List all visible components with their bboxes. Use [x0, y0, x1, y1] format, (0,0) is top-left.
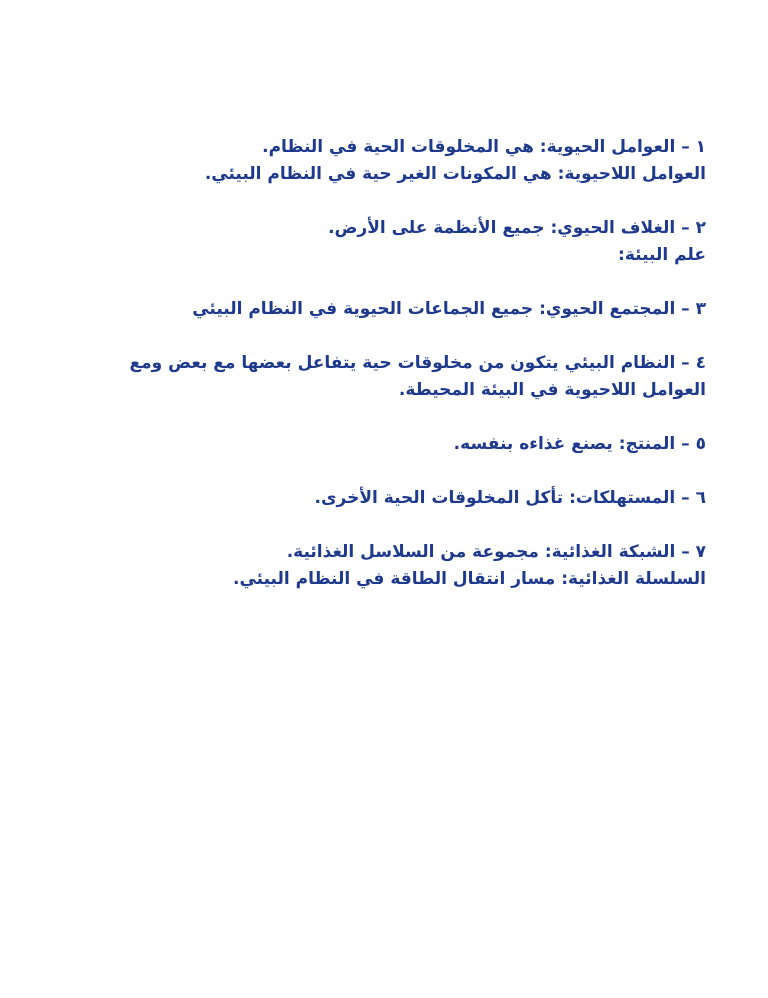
- text-line: ٦ – المستهلكات: تأكل المخلوقات الحية الأخرى.: [314, 488, 706, 508]
- text-line: ٢ – الغلاف الحيوي: جميع الأنظمة على الأرض.: [328, 218, 706, 238]
- paragraph-food-web: [81, 539, 706, 593]
- text-line: علم البيئة:: [618, 245, 706, 265]
- text-line: السلسلة الغذائية: مسار انتقال الطاقة في النظام البيئي.: [233, 569, 706, 589]
- text-line: ٧ – الشبكة الغذائية: مجموعة من السلاسل الغذائية.: [286, 542, 706, 562]
- text-line: العوامل اللاحيوية: هي المكونات الغير حية في النظام البيئي.: [204, 164, 706, 184]
- paragraph-community: [81, 296, 706, 323]
- paragraph-biosphere: [81, 215, 706, 269]
- paragraph-biotic-factors: [81, 134, 706, 188]
- document-body: [81, 134, 706, 593]
- text-line: ١ – العوامل الحيوية: هي المخلوقات الحية في النظام.: [262, 137, 706, 157]
- paragraph-ecosystem: [81, 350, 706, 404]
- text-line: ٤ – النظام البيئي يتكون من مخلوقات حية يتفاعل بعضها مع بعض ومع العوامل اللاحيوية في البيئة المحيطة.: [129, 353, 706, 400]
- paragraph-producer: [81, 431, 706, 458]
- paragraph-consumers: [81, 485, 706, 512]
- text-line: ٣ – المجتمع الحيوي: جميع الجماعات الحيوية في النظام البيئي: [192, 299, 706, 319]
- text-line: ٥ – المنتج: يصنع غذاءه بنفسه.: [453, 434, 706, 454]
